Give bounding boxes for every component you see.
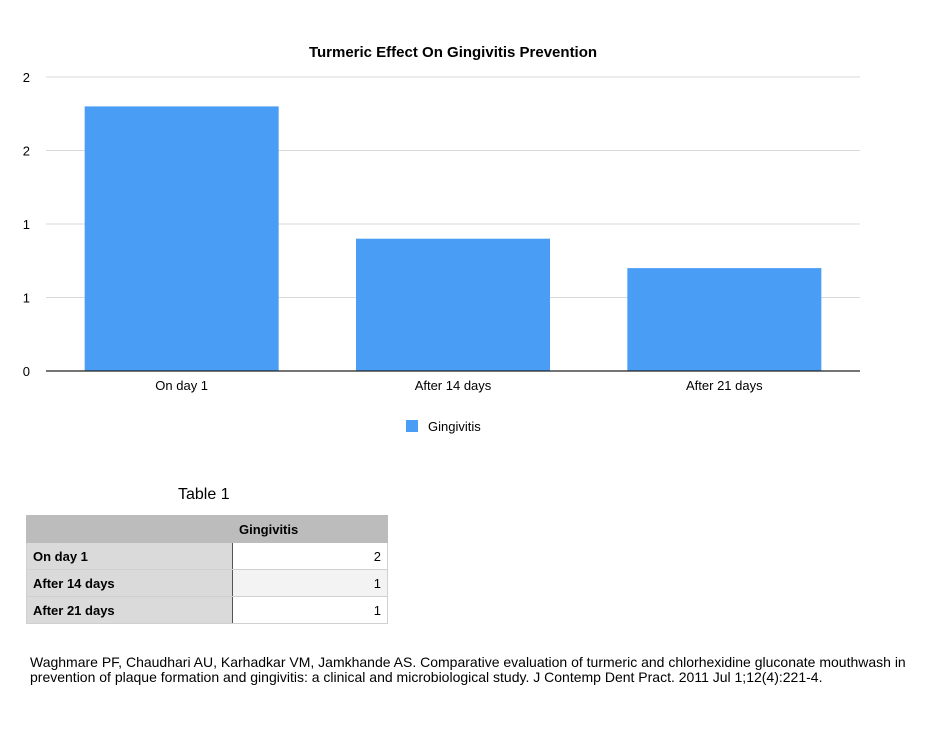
table-row (27, 570, 388, 597)
y-tick-label: 2 (22, 70, 30, 85)
table-row (27, 597, 388, 624)
table-row (27, 543, 388, 570)
table-cell-value: 2 (233, 543, 388, 570)
table-row-label: On day 1 (27, 543, 233, 570)
table-row-label: After 21 days (27, 597, 233, 624)
table-cell-value: 1 (233, 597, 388, 624)
table-title: Table 1 (178, 486, 230, 503)
bars (85, 106, 822, 371)
x-tick-label: After 21 days (686, 378, 763, 393)
legend-label-gingivitis: Gingivitis (428, 419, 481, 434)
bar (356, 239, 550, 371)
y-axis-tick-labels (23, 70, 30, 379)
x-tick-label: On day 1 (155, 378, 209, 393)
y-tick-label: 1 (22, 217, 30, 232)
x-tick-label: After 14 days (414, 378, 492, 393)
table-corner-cell (27, 516, 233, 543)
table-column-header: Gingivitis (233, 516, 388, 543)
table-row-label: After 14 days (27, 570, 233, 597)
y-tick-label: 2 (22, 143, 30, 159)
bar (627, 268, 821, 371)
data-table (26, 515, 388, 624)
legend-swatch-gingivitis (406, 420, 418, 432)
y-tick-label: 0 (22, 364, 30, 379)
citation-text: Waghmare PF, Chaudhari AU, Karhadkar VM, Jamkhande AS. Comparative evaluation of turmeric and chlorhexidine gluconate mouthwash in prevention of plaque formation and gingivitis: a clinical and microbiological study. J Contemp Dent Pract. 2011 Jul 1;12(4):221-4. (30, 654, 906, 685)
table-cell-value: 1 (233, 570, 388, 597)
chart-title: Turmeric Effect On Gingivitis Prevention (308, 44, 598, 61)
table-header-row (27, 516, 388, 543)
bar (85, 106, 279, 371)
legend (406, 419, 481, 434)
x-axis-tick-labels (155, 378, 763, 393)
y-tick-label: 1 (22, 290, 30, 306)
